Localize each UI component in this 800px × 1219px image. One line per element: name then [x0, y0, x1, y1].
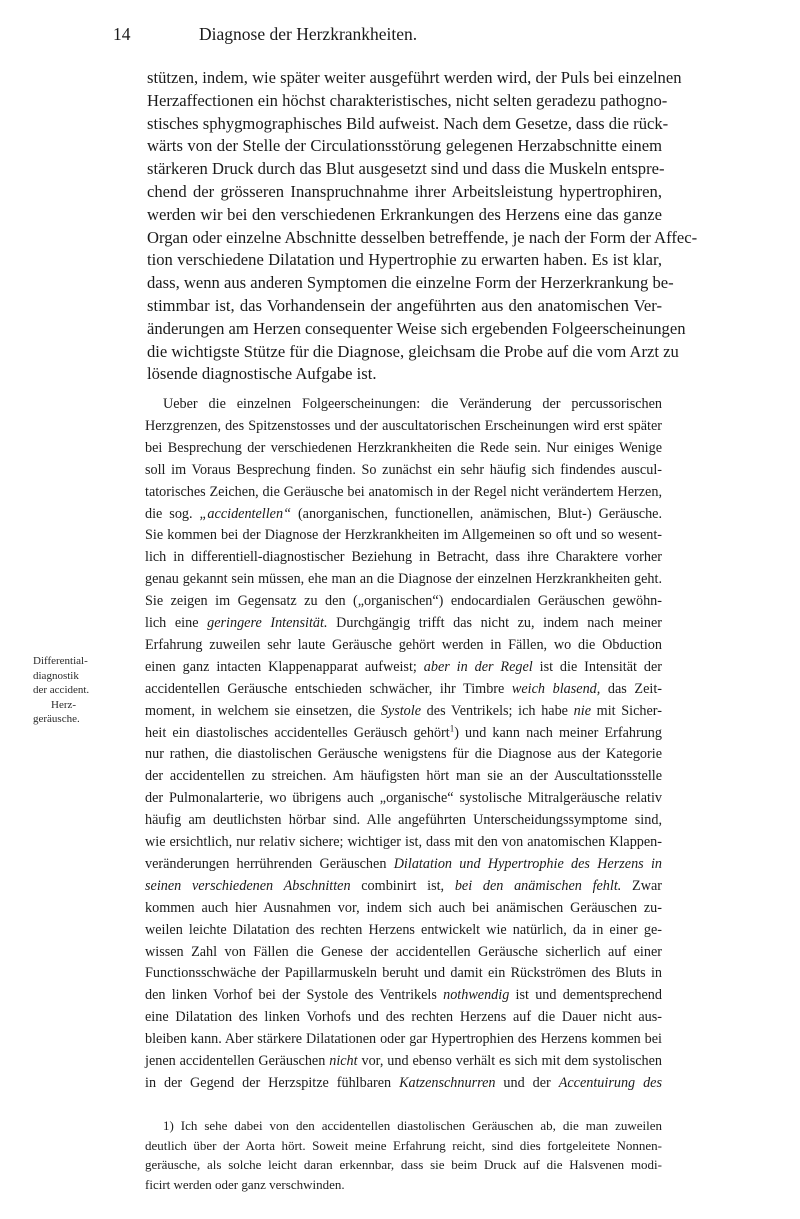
small-text-run: Systole — [380, 702, 421, 719]
small-text-line — [145, 484, 662, 501]
footnote-line — [163, 1118, 662, 1134]
margin-note-line: geräusche. — [33, 713, 80, 725]
small-text-line — [145, 703, 662, 720]
small-text-run: bei den anämischen fehlt. — [454, 877, 622, 894]
footnote-line — [145, 1157, 662, 1173]
small-text-run: „accidentellen“ — [199, 505, 291, 522]
small-text-run: in der Gegend der Herzspitze fühlbaren — [145, 1074, 400, 1091]
small-text-run: aber in der Regel — [423, 658, 533, 675]
main-text-line — [147, 273, 674, 293]
footnote-line — [145, 1177, 662, 1193]
small-text-line — [145, 922, 662, 939]
small-text-run: ) und kann nach meiner Erfahrung — [454, 724, 662, 741]
small-text-run: nur rathen, die diastolischen Geräusche wenigstens für die Diagnose aus der Kategorie — [145, 746, 662, 763]
small-text-line — [145, 549, 662, 566]
small-text-line — [145, 637, 662, 654]
small-text-line — [145, 722, 662, 742]
small-text-run: lich eine — [145, 615, 208, 631]
main-text-run: tion verschiedene Dilatation und Hypertrophie zu erwarten haben. Es ist klar, — [147, 250, 662, 270]
small-text-run: nothwendig — [443, 987, 510, 1004]
small-text-run: vor, und ebenso verhält es sich mit dem systolischen — [357, 1053, 663, 1069]
small-text-run: moment, in welchem sie einsetzen, die — [145, 702, 381, 719]
small-text-run: eine Dilatation des linken Vorhofs und des rechten Herzens auf die Dauer nicht aus- — [145, 1009, 662, 1026]
main-text-run: stützen, indem, wie später weiter ausgeführt werden wird, der Puls bei einzelnen — [147, 68, 682, 87]
small-text-run: kommen auch hier Ausnahmen vor, indem sich auch bei anämischen Geräuschen zu- — [145, 899, 662, 916]
small-text-run: bei Besprechung der verschiedenen Herzkrankheiten die Rede sein. Nur einiges Wenige — [145, 439, 662, 456]
small-text-run: accidentellen Geräusche entschieden schwächer, ihr Timbre — [145, 680, 512, 697]
margin-note-line: Differential- — [33, 655, 88, 667]
small-text-line — [145, 878, 662, 895]
small-text-line — [145, 593, 662, 610]
small-text-run: des Ventrikels; ich habe — [421, 702, 574, 719]
small-text-line — [145, 418, 662, 435]
footnote-line — [145, 1138, 662, 1154]
small-text-line — [145, 681, 662, 698]
small-text-line — [145, 506, 662, 523]
main-text-run: chend der grösseren Inanspruchnahme ihrer Arbeitsleistung hypertrophiren, — [147, 182, 662, 201]
main-text-line — [147, 159, 665, 179]
running-title: Diagnose der Herzkrankheiten. — [199, 24, 418, 44]
small-text-run: bleiben kann. Aber stärkere Dilatationen oder gar Hypertrophien des Herzens kommen bei — [145, 1031, 662, 1048]
small-text-run: Durchgängig trifft das nicht zu, indem nach meiner — [327, 615, 662, 631]
small-text-run: das Zeit- — [600, 680, 663, 697]
margin-note — [33, 654, 125, 727]
small-text-line — [145, 1053, 662, 1070]
main-text-run: Herzaffectionen ein höchst charakteristisches, nicht selten geradezu pathogno- — [147, 90, 668, 110]
main-text-run: stärkeren Druck durch das Blut ausgesetzt sind und dass die Muskeln entspre- — [147, 159, 665, 179]
small-text-run: weich blasend, — [511, 680, 601, 697]
main-text-line — [147, 136, 662, 156]
page-header — [113, 20, 633, 48]
small-text-run: heit ein diastolisches accidentelles Geräusch gehört — [145, 724, 450, 741]
small-text-line — [145, 987, 662, 1004]
small-text-run: Sie kommen bei der Diagnose der Herzkrankheiten im Allgemeinen so oft und so wesent- — [145, 527, 662, 544]
small-text-run: Ueber die einzelnen Folgeerscheinungen: die Veränderung der percussorischen — [163, 396, 662, 412]
main-text-line — [147, 205, 662, 225]
small-text-line — [163, 396, 662, 413]
small-text-run: der Pulmonalarterie, wo übrigens auch „organische“ systolische Mitralgeräusche relativ — [145, 790, 662, 807]
small-text-run: wie ersichtlich, nur relativ sichere; wichtiger ist, dass mit den von anatomischen Klappen- — [145, 834, 662, 850]
main-text-run: stisches sphygmographisches Bild aufweist. Nach dem Gesetze, dass die rück- — [147, 113, 669, 133]
small-text-run: wissen Zahl von Fällen die Genese der accidentellen Geräusche sicherlich auf einer — [145, 943, 662, 960]
footnote-text-run: deutlich über der Aorta hört. Soweit meine Erfahrung reicht, sind dies fortgeleitete Nonnen- — [145, 1137, 662, 1153]
small-text-line — [145, 900, 662, 917]
small-text-run: lich in differentiell-diagnostischer Beziehung in Betracht, dass ihre Charaktere vorher — [145, 549, 662, 566]
small-text-run: ist die Intensität der — [532, 658, 662, 675]
small-text-line — [145, 768, 662, 785]
main-text-run: wärts von der Stelle der Circulationsstörung gelegenen Herzabschnitte einem — [147, 136, 662, 156]
main-text-run: die wichtigste Stütze für die Diagnose, gleichsam die Probe auf die vom Arzt zu — [147, 341, 679, 361]
small-text-run: Accentuirung des — [558, 1074, 663, 1091]
main-text-line — [147, 113, 669, 134]
small-text-run: Functionsschwäche der Papillarmuskeln beruht und damit ein Rückströmen des Bluts in — [145, 965, 662, 982]
small-text-run: veränderungen herrührenden Geräuschen — [145, 855, 394, 872]
small-text-run: (anorganischen, functionellen, anämischen, Blut-) Geräusche. — [290, 505, 663, 522]
small-text-line — [145, 615, 662, 632]
small-text-run: der accidentellen zu streichen. Am häufigsten hört man sie an der Auscultationsstelle — [145, 768, 662, 785]
small-text-line — [145, 462, 662, 479]
small-text-run: jenen accidentellen Geräuschen — [145, 1053, 330, 1069]
main-text-run: lösende diagnostische Aufgabe ist. — [147, 364, 377, 384]
main-text-line — [147, 68, 682, 88]
small-text-run: geringere Intensität. — [207, 615, 328, 631]
small-text-run: Sie zeigen im Gegensatz zu den („organischen“) endocardialen Geräuschen gewöhn- — [145, 593, 662, 610]
small-text-run: weilen leichte Dilatation des rechten Herzens entwickelt wie natürlich, da in einer ge- — [145, 921, 662, 938]
main-text-line — [147, 341, 679, 362]
main-text-run: dass, wenn aus anderen Symptomen die einzelne Form der Herzerkrankung be- — [147, 273, 674, 293]
small-text-line — [145, 1031, 662, 1048]
margin-note-line: diagnostik — [33, 669, 79, 682]
small-text-run: mit Sicher- — [591, 702, 662, 719]
small-text-run: ist und dementsprechend — [509, 987, 662, 1004]
small-text-line — [145, 944, 662, 961]
margin-note-line: Herz- — [51, 698, 77, 711]
main-text-line — [147, 318, 686, 339]
main-text-run: änderungen am Herzen consequenter Weise sich ergebenden Folgeerscheinungen — [147, 318, 686, 338]
main-text-line — [147, 90, 668, 111]
main-text-line — [147, 364, 662, 384]
small-text-line — [145, 965, 662, 982]
small-text-line — [145, 790, 662, 807]
small-text-run: tatorisches Zeichen, die Geräusche bei anatomisch in der Regel nicht verändertem Herzen, — [145, 483, 662, 500]
small-text-run: genau gekannt sein müssen, ehe man an die Diagnose der einzelnen Herzkrankheiten geht. — [145, 571, 662, 588]
footnote-text-run: 1) Ich sehe dabei von den accidentellen diastolischen Geräuschen ab, die man zuweilen — [163, 1118, 662, 1133]
small-text-line — [145, 856, 662, 873]
small-text-line — [145, 812, 662, 829]
page-number: 14 — [113, 24, 131, 44]
footnote-text-run: ficirt werden oder ganz verschwinden. — [145, 1176, 345, 1192]
small-text-run: häufig am deutlichsten hörbar sind. Alle angeführten Unterscheidungssymptome sind, — [145, 812, 662, 829]
small-text-line — [145, 1009, 662, 1026]
small-text-run: combinirt ist, — [350, 877, 455, 894]
small-text-run: den linken Vorhof bei der Systole des Ventrikels — [145, 987, 444, 1004]
small-text-line — [145, 834, 662, 851]
small-text-run: Herzgrenzen, des Spitzenstosses und der auscultatorischen Erscheinungen wird erst später — [145, 417, 662, 434]
small-text-line — [145, 659, 662, 676]
main-text-line — [147, 227, 698, 248]
main-text-line — [147, 182, 662, 202]
small-text-line — [145, 571, 662, 588]
footnote-text-run: geräusche, als solche leicht daran erkennbar, dass sie beim Druck auf die Halsvenen modi- — [145, 1157, 662, 1172]
small-text-run: Dilatation und Hypertrophie des Herzens in — [393, 855, 662, 872]
small-text-line — [145, 527, 662, 544]
small-text-line — [145, 746, 662, 763]
small-text-run: die sog. — [145, 505, 200, 522]
main-text-run: stimmbar ist, das Vorhandensein der angeführten aus den anatomischen Ver- — [147, 296, 662, 315]
main-text-line — [147, 250, 662, 270]
small-text-run: seinen verschiedenen Abschnitten — [145, 877, 351, 894]
main-text-run: werden wir bei den verschiedenen Erkrankungen des Herzens eine das ganze — [147, 204, 662, 224]
main-text-line — [147, 296, 662, 316]
small-text-run: 1 — [449, 722, 455, 733]
small-text-line — [145, 440, 662, 457]
small-text-run: Zwar — [621, 877, 662, 894]
margin-note-line: der accident. — [33, 684, 90, 696]
small-text-run: und der — [495, 1074, 559, 1091]
small-text-line — [145, 1075, 662, 1092]
small-text-run: Erfahrung zuweilen sehr laute Geräusche gehört werden in Fällen, wo die Obduction — [145, 636, 662, 653]
small-text-run: Katzenschnurren — [399, 1074, 496, 1091]
main-text-run: Organ oder einzelne Abschnitte desselben betreffende, je nach der Form der Affec- — [147, 227, 698, 247]
small-text-run: nie — [573, 702, 591, 719]
small-text-run: einen ganz intacten Klappenapparat aufweist; — [145, 658, 424, 675]
small-text-run: soll im Voraus Besprechung finden. So zunächst ein sehr häufig sich findendes auscul- — [145, 461, 662, 478]
small-text-run: nicht — [329, 1053, 358, 1069]
